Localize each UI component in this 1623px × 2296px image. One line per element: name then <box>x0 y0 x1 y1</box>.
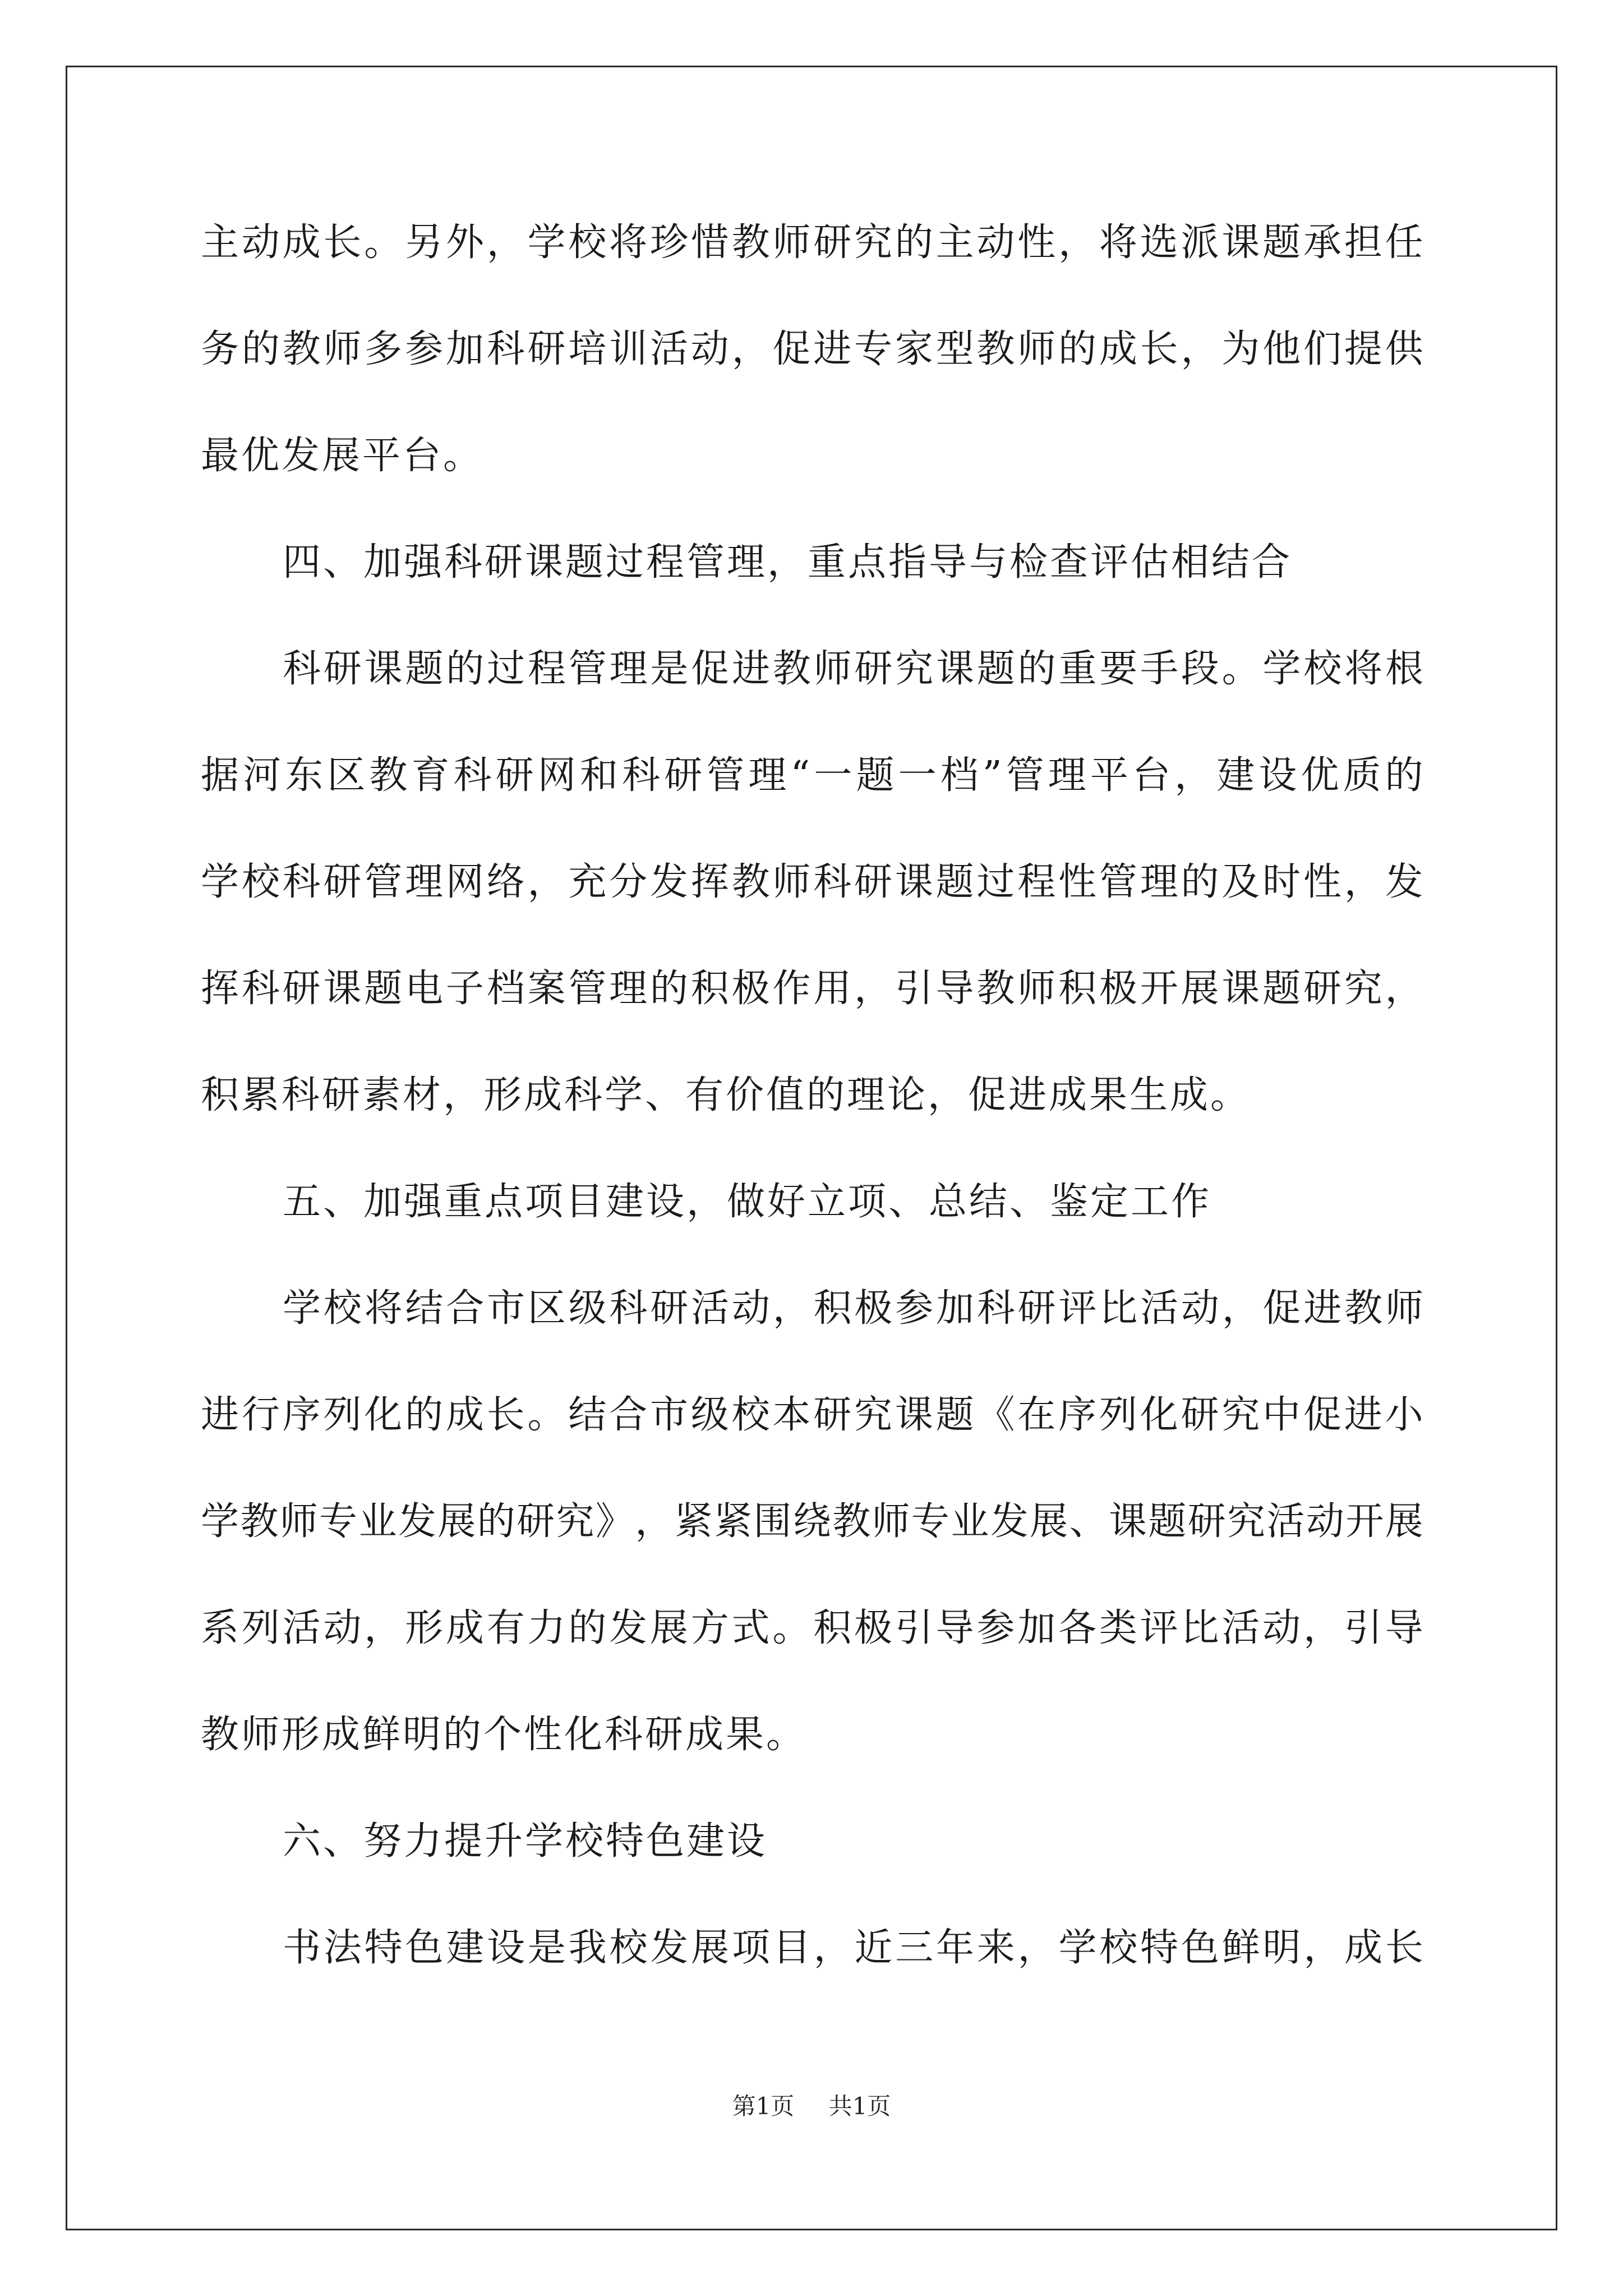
text-line: 积累科研素材，形成科学、有价值的理论，促进成果生成。 <box>201 1073 1251 1117</box>
page-border <box>66 66 1557 2230</box>
section-heading: 五、加强重点项目建设，做好立项、总结、鉴定工作 <box>283 1180 1212 1224</box>
section-heading: 四、加强科研课题过程管理，重点指导与检查评估相结合 <box>283 540 1293 585</box>
paragraph-first-line: 科 研 课 题 的 过 程 管 理 是 促 进 教 师 研 究 课 题 的 重 要 手 段 。 学 校 将 根 <box>283 647 1423 691</box>
paragraph-first-line: 书 法 特 色 建 设 是 我 校 发 展 项 目 ， 近 三 年 来 ， 学 校 特 色 鲜 明 ， 成 长 <box>283 1926 1423 1970</box>
text-line: 学 校 科 研 管 理 网 络 ， 充 分 发 挥 教 师 科 研 课 题 过 程 性 管 理 的 及 时 性 ， 发 <box>201 860 1423 904</box>
text-line: 系 列 活 动 ， 形 成 有 力 的 发 展 方 式 。 积 极 引 导 参 加 各 类 评 比 活 动 ， 引 导 <box>201 1606 1423 1650</box>
text-line: 据 河 东 区 教 育 科 研 网 和 科 研 管 理 “ 一 题 一 档 ” 管 理 平 台 ， 建 设 优 质 的 <box>201 753 1423 798</box>
page-number: 第1页 <box>732 2092 795 2120</box>
text-line: 主 动 成 长 。 另 外 ， 学 校 将 珍 惜 教 师 研 究 的 主 动 性 ， 将 选 派 课 题 承 担 任 <box>201 220 1423 265</box>
text-line: 进 行 序 列 化 的 成 长 。 结 合 市 级 校 本 研 究 课 题 《 在 序 列 化 研 究 中 促 进 小 <box>201 1393 1423 1437</box>
paragraph-first-line: 学 校 将 结 合 市 区 级 科 研 活 动 ， 积 极 参 加 科 研 评 比 活 动 ， 促 进 教 师 <box>283 1286 1423 1331</box>
section-heading: 六、努力提升学校特色建设 <box>283 1819 768 1864</box>
text-line: 最优发展平台。 <box>201 434 484 478</box>
page-count: 共1页 <box>828 2092 891 2120</box>
text-line: 学 教 师 专 业 发 展 的 研 究 》 ， 紧 紧 围 绕 教 师 专 业 发 展 、 课 题 研 究 活 动 开 展 <box>201 1499 1423 1544</box>
text-line: 挥 科 研 课 题 电 子 档 案 管 理 的 积 极 作 用 ， 引 导 教 师 积 极 开 展 课 题 研 究 ， <box>201 967 1423 1011</box>
text-line: 教师形成鲜明的个性化科研成果。 <box>201 1713 807 1757</box>
page-footer <box>0 2090 1623 2123</box>
text-line: 务 的 教 师 多 参 加 科 研 培 训 活 动 ， 促 进 专 家 型 教 师 的 成 长 ， 为 他 们 提 供 <box>201 327 1423 371</box>
